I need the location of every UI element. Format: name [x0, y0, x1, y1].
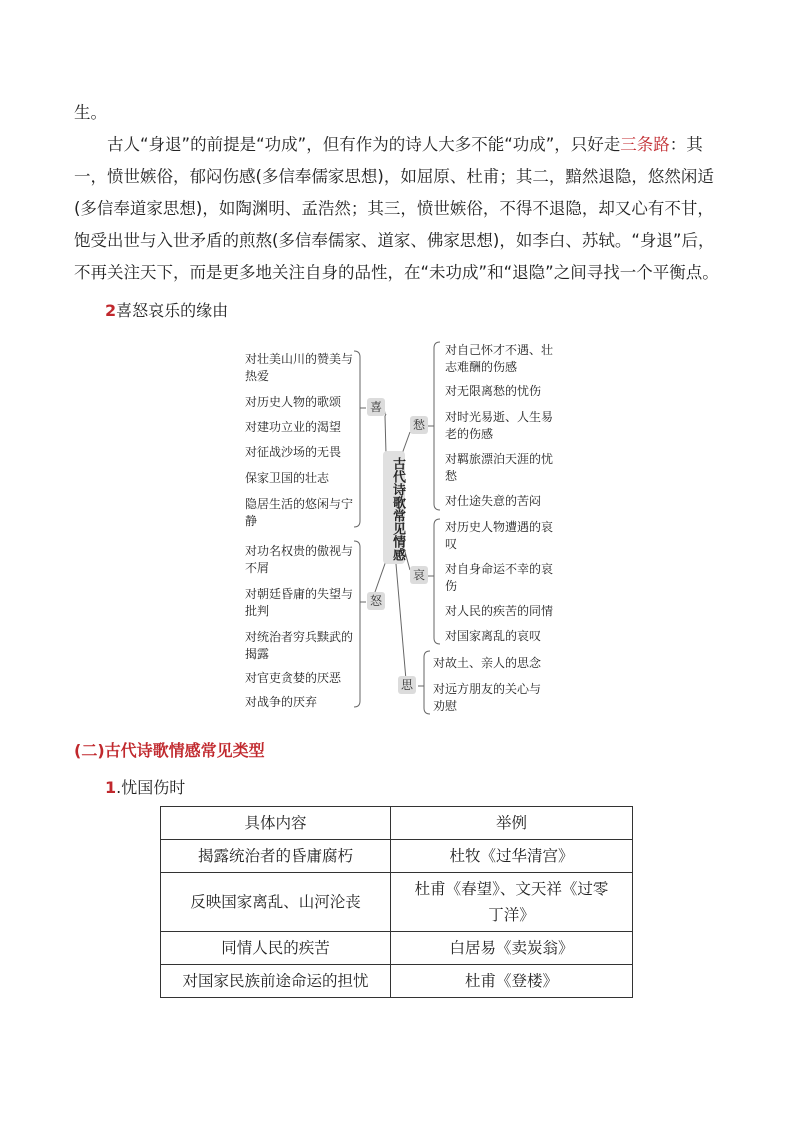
paragraph-three-paths [74, 129, 724, 289]
category-nu: 怒 [367, 592, 385, 610]
nu-item: 对朝廷昏庸的失望与批判 [245, 587, 354, 618]
category-xi: 喜 [367, 398, 385, 416]
nu-item: 对统治者穷兵黩武的揭露 [245, 630, 354, 661]
section-number: 2 [105, 301, 117, 320]
chou-item: 对时光易逝、人生易老的伤感 [445, 410, 554, 441]
table-cell: 杜牧《过华清宫》 [391, 840, 633, 873]
paragraph-highlight: 三条路 [620, 135, 670, 154]
ai-item: 对历史人物遭遇的哀叹 [445, 520, 554, 551]
subsection-number: 1 [105, 778, 117, 797]
paragraph-text-before: 古人“身退”的前提是“功成”，但有作为的诗人大多不能“功成”，只好走 [107, 135, 621, 154]
table-row [161, 932, 633, 965]
table-cell: 杜甫《春望》、文天祥《过零丁洋》 [391, 873, 633, 932]
paragraph-text-after: ：其一，愤世嫉俗，郁闷伤感(多信奉儒家思想)，如屈原、杜甫；其二，黯然退隐，悠然闲适(多信奉道家思想)，如陶渊明、孟浩然；其三，愤世嫉俗，不得不退隐，却又心有不甘，饱受出世与入世矛盾的煎熬(多信奉儒家、道家、佛家思想)，如李白、苏轼。“身退”后，不再关注天下，而是更多地关注自身的品性，在“未功成”和“退隐”之间寻找一个平衡点。 [74, 135, 719, 282]
chou-item: 对羁旅漂泊天涯的忧愁 [445, 452, 554, 483]
table-header-row [161, 807, 633, 840]
table-header: 具体内容 [161, 807, 391, 840]
xi-item: 对壮美山川的赞美与热爱 [245, 352, 354, 383]
mind-map-center: 古代诗歌常见情感 [383, 451, 405, 564]
category-chou: 愁 [410, 416, 428, 434]
table-cell: 对国家民族前途命运的担忧 [161, 965, 391, 998]
chou-item: 对仕途失意的苦闷 [445, 494, 542, 508]
xi-item: 对历史人物的歌颂 [245, 395, 342, 409]
xi-item: 保家卫国的壮志 [245, 471, 330, 485]
ai-item: 对自身命运不幸的哀伤 [445, 562, 554, 593]
si-item: 对远方朋友的关心与劝慰 [433, 682, 542, 713]
ai-item: 对人民的疾苦的同情 [445, 604, 554, 618]
category-ai: 哀 [410, 566, 428, 584]
table-header: 举例 [391, 807, 633, 840]
emotion-mind-map [240, 336, 560, 726]
xi-item: 对征战沙场的无畏 [245, 445, 342, 459]
section-heading-emotion-causes [105, 298, 228, 321]
emotion-type-table [160, 806, 633, 998]
section-title: 喜怒哀乐的缘由 [116, 301, 229, 320]
nu-item: 对功名权贵的傲视与不屑 [245, 544, 354, 575]
table-row [161, 873, 633, 932]
table-cell: 揭露统治者的昏庸腐朽 [161, 840, 391, 873]
xi-item: 隐居生活的悠闲与宁静 [245, 497, 354, 528]
paragraph-tail: 生。 [74, 103, 107, 122]
ai-item: 对国家离乱的哀叹 [445, 629, 542, 643]
chou-item: 对无限离愁的忧伤 [445, 384, 542, 398]
category-si: 思 [398, 676, 416, 694]
table-cell: 白居易《卖炭翁》 [391, 932, 633, 965]
nu-item: 对官吏贪婪的厌恶 [245, 671, 342, 685]
subsection-heading [105, 775, 185, 798]
subsection-title: .忧国伤时 [116, 778, 186, 797]
si-item: 对故土、亲人的思念 [433, 656, 542, 670]
table-row [161, 965, 633, 998]
table-cell: 杜甫《登楼》 [391, 965, 633, 998]
xi-item: 对建功立业的渴望 [245, 420, 342, 434]
table-cell: 反映国家离乱、山河沦丧 [161, 873, 391, 932]
nu-item: 对战争的厌弃 [245, 695, 318, 709]
chou-item: 对自己怀才不遇、壮志难酬的伤感 [445, 343, 554, 374]
table-row [161, 840, 633, 873]
section-heading-types: (二)古代诗歌情感常见类型 [74, 741, 265, 760]
table-cell: 同情人民的疾苦 [161, 932, 391, 965]
